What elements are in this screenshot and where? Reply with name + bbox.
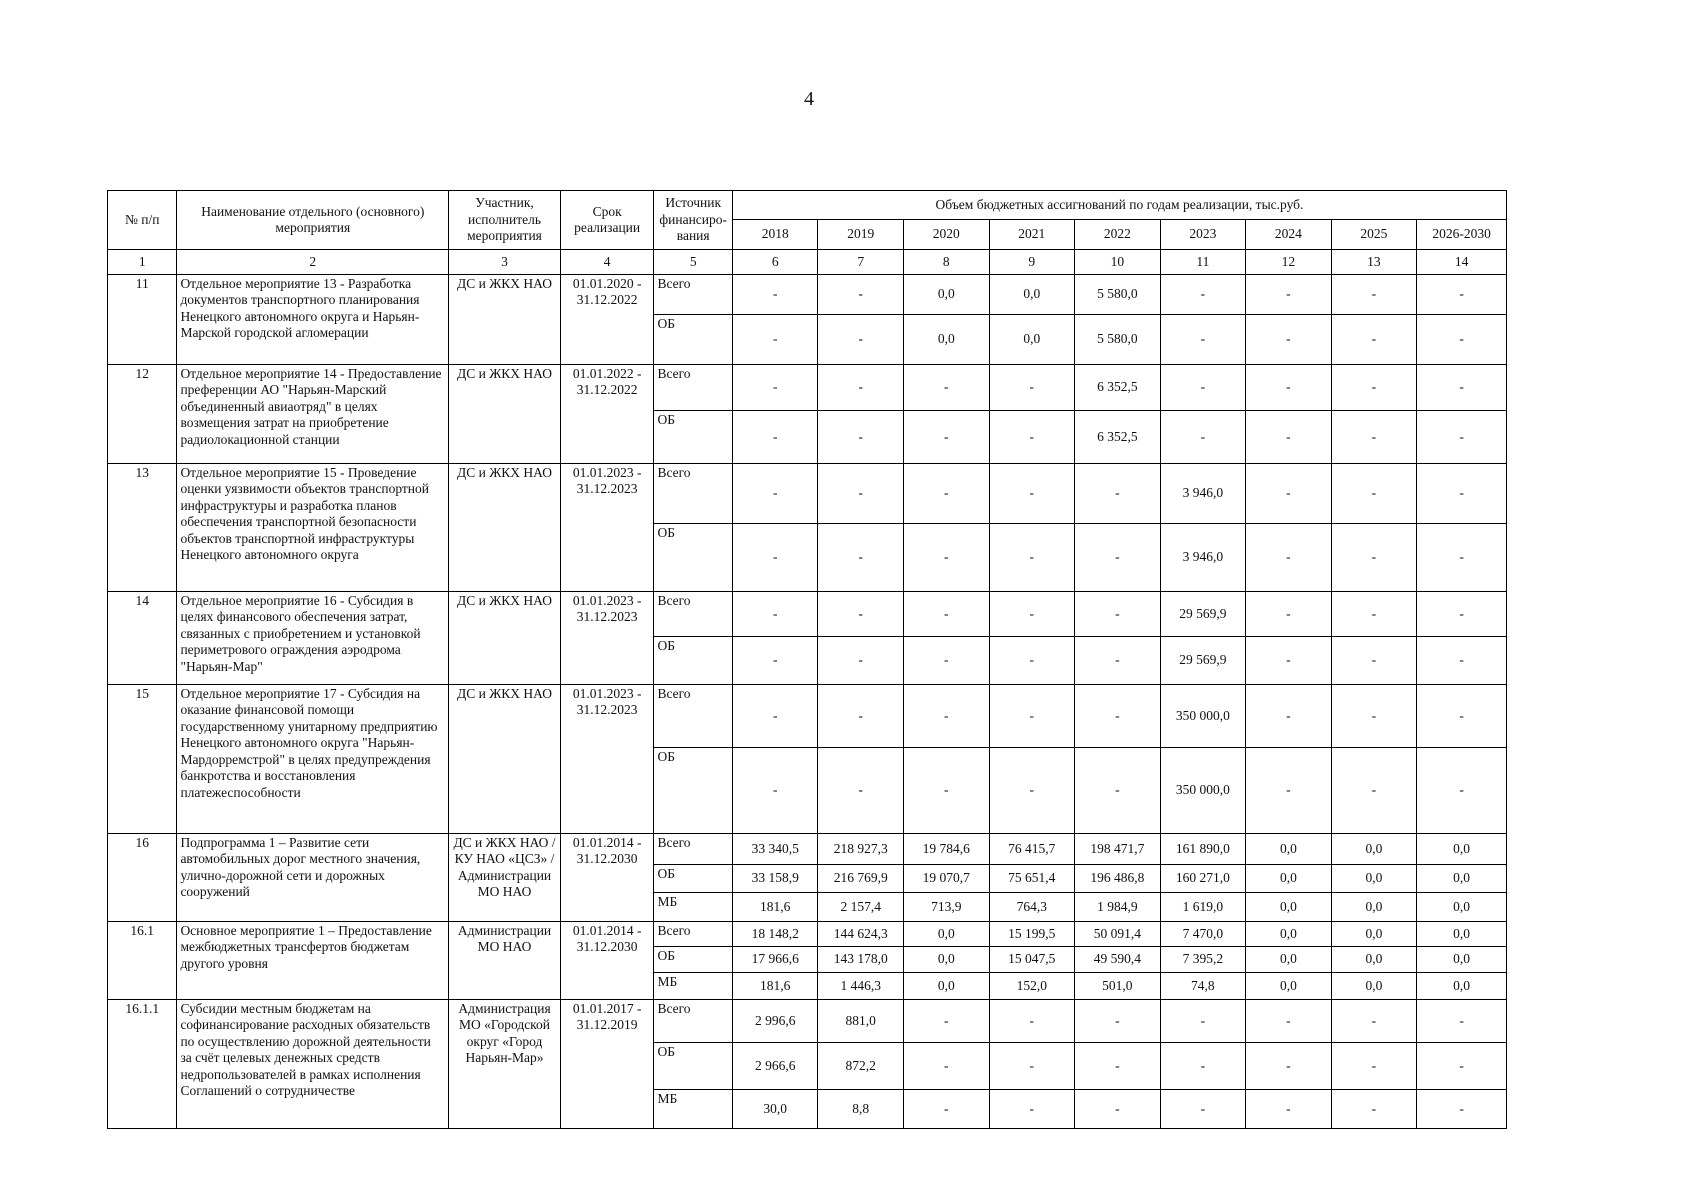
budget-value: 0,0	[1417, 865, 1507, 893]
activity-name: Субсидии местным бюджетам на софинансирование расходных обязательств по осуществлению дорожной деятельности за счёт целевых денежных средств недропользователей в рамках исполнения Соглашений о сотрудничестве	[177, 1000, 449, 1129]
budget-value: -	[1075, 685, 1161, 748]
budget-value: 0,0	[1246, 922, 1332, 947]
budget-value: 3 946,0	[1160, 524, 1246, 592]
budget-value: -	[989, 748, 1075, 834]
funding-source: МБ	[654, 973, 732, 1000]
term: 01.01.2023 - 31.12.2023	[560, 685, 654, 834]
budget-value: 161 890,0	[1160, 834, 1246, 865]
budget-value: -	[818, 748, 904, 834]
column-number: 1	[108, 250, 177, 275]
funding-source: Всего	[654, 834, 732, 865]
column-number: 14	[1417, 250, 1507, 275]
budget-value: -	[1417, 1000, 1507, 1043]
table-row	[108, 834, 1507, 865]
table-body	[108, 250, 1507, 1129]
table-row	[108, 275, 1507, 315]
budget-value: 0,0	[904, 315, 990, 365]
column-number: 8	[904, 250, 990, 275]
budget-value: -	[732, 275, 818, 315]
budget-value: 1 619,0	[1160, 893, 1246, 922]
header-year: 2021	[989, 220, 1075, 250]
budget-value: -	[1246, 1043, 1332, 1090]
budget-value: -	[1417, 365, 1507, 411]
budget-value: -	[1331, 524, 1417, 592]
participant: ДС и ЖКХ НАО	[449, 464, 561, 592]
budget-value: -	[1246, 315, 1332, 365]
budget-value: -	[904, 411, 990, 464]
budget-value: 0,0	[904, 973, 990, 1000]
budget-value: -	[818, 365, 904, 411]
budget-value: -	[1331, 637, 1417, 685]
budget-value: -	[904, 365, 990, 411]
budget-value: -	[989, 524, 1075, 592]
table-row	[108, 464, 1507, 524]
budget-value: -	[732, 524, 818, 592]
budget-value: 50 091,4	[1075, 922, 1161, 947]
budget-value: -	[989, 1043, 1075, 1090]
budget-value: 881,0	[818, 1000, 904, 1043]
participant: ДС и ЖКХ НАО	[449, 275, 561, 365]
participant: Администрация МО «Городской округ «Город Нарьян-Мар»	[449, 1000, 561, 1129]
budget-value: -	[1160, 365, 1246, 411]
budget-value: -	[904, 748, 990, 834]
column-number: 13	[1331, 250, 1417, 275]
column-number: 9	[989, 250, 1075, 275]
row-number: 16	[108, 834, 177, 922]
funding-source: Всего	[654, 592, 732, 637]
budget-value: 0,0	[1331, 947, 1417, 973]
column-number: 3	[449, 250, 561, 275]
budget-value: -	[1331, 685, 1417, 748]
budget-value: -	[1246, 685, 1332, 748]
budget-value: 160 271,0	[1160, 865, 1246, 893]
budget-value: -	[989, 685, 1075, 748]
budget-value: 5 580,0	[1075, 275, 1161, 315]
budget-value: 196 486,8	[1075, 865, 1161, 893]
budget-value: 0,0	[1246, 947, 1332, 973]
table-row	[108, 592, 1507, 637]
budget-value: 1 984,9	[1075, 893, 1161, 922]
activity-name: Отдельное мероприятие 15 - Проведение оценки уязвимости объектов транспортной инфраструктуры и разработка планов обеспечения транспортной безопасности объектов транспортной инфраструктуры Ненецкого автономного округа	[177, 464, 449, 592]
budget-value: -	[1246, 464, 1332, 524]
column-number-row	[108, 250, 1507, 275]
budget-value: 0,0	[1417, 973, 1507, 1000]
budget-value: 2 996,6	[732, 1000, 818, 1043]
budget-value: -	[818, 637, 904, 685]
budget-value: -	[818, 592, 904, 637]
budget-value: -	[1160, 275, 1246, 315]
budget-value: 17 966,6	[732, 947, 818, 973]
budget-value: -	[1246, 1090, 1332, 1129]
term: 01.01.2023 - 31.12.2023	[560, 464, 654, 592]
budget-value: -	[1246, 411, 1332, 464]
budget-value: 7 395,2	[1160, 947, 1246, 973]
budget-value: 33 158,9	[732, 865, 818, 893]
budget-value: 3 946,0	[1160, 464, 1246, 524]
column-number: 10	[1075, 250, 1161, 275]
budget-value: -	[818, 524, 904, 592]
participant: ДС и ЖКХ НАО	[449, 592, 561, 685]
funding-source: МБ	[654, 893, 732, 922]
column-number: 2	[177, 250, 449, 275]
budget-value: -	[1417, 1090, 1507, 1129]
budget-value: 19 070,7	[904, 865, 990, 893]
budget-value: 15 199,5	[989, 922, 1075, 947]
budget-value: -	[1331, 315, 1417, 365]
budget-value: -	[1246, 365, 1332, 411]
budget-value: 350 000,0	[1160, 748, 1246, 834]
column-number: 11	[1160, 250, 1246, 275]
participant: ДС и ЖКХ НАО	[449, 365, 561, 464]
budget-value: 181,6	[732, 893, 818, 922]
budget-value: -	[732, 748, 818, 834]
budget-value: 0,0	[1246, 893, 1332, 922]
budget-value: 0,0	[1246, 973, 1332, 1000]
header-year: 2019	[818, 220, 904, 250]
budget-value: -	[1075, 592, 1161, 637]
budget-value: 33 340,5	[732, 834, 818, 865]
participant: ДС и ЖКХ НАО / КУ НАО «ЦСЗ» / Администрации МО НАО	[449, 834, 561, 922]
budget-value: 2 966,6	[732, 1043, 818, 1090]
row-number: 16.1	[108, 922, 177, 1000]
budget-value: 6 352,5	[1075, 365, 1161, 411]
budget-value: -	[904, 592, 990, 637]
budget-value: -	[1417, 1043, 1507, 1090]
budget-value: -	[732, 365, 818, 411]
funding-source: ОБ	[654, 524, 732, 592]
budget-value: -	[1331, 1043, 1417, 1090]
budget-value: -	[1075, 524, 1161, 592]
budget-value: 0,0	[1246, 834, 1332, 865]
funding-source: Всего	[654, 275, 732, 315]
budget-value: 0,0	[904, 275, 990, 315]
budget-value: 872,2	[818, 1043, 904, 1090]
table-row	[108, 1000, 1507, 1043]
budget-value: 2 157,4	[818, 893, 904, 922]
header-participant: Участник, исполнитель мероприятия	[449, 191, 561, 250]
activity-name: Отдельное мероприятие 14 - Предоставление преференции АО "Нарьян-Марский объединенный авиаотряд" в целях возмещения затрат на приобретение радиолокационной станции	[177, 365, 449, 464]
budget-value: -	[1331, 411, 1417, 464]
term: 01.01.2022 - 31.12.2022	[560, 365, 654, 464]
row-number: 12	[108, 365, 177, 464]
budget-value: 49 590,4	[1075, 947, 1161, 973]
budget-value: -	[732, 411, 818, 464]
budget-value: 181,6	[732, 973, 818, 1000]
row-number: 16.1.1	[108, 1000, 177, 1129]
budget-value: 218 927,3	[818, 834, 904, 865]
budget-value: -	[1246, 637, 1332, 685]
budget-value: -	[732, 464, 818, 524]
budget-value: -	[989, 637, 1075, 685]
budget-value: 19 784,6	[904, 834, 990, 865]
budget-value: -	[1246, 592, 1332, 637]
budget-value: -	[1246, 1000, 1332, 1043]
budget-value: 0,0	[989, 275, 1075, 315]
funding-source: ОБ	[654, 947, 732, 973]
budget-value: -	[1331, 464, 1417, 524]
budget-value: -	[989, 1000, 1075, 1043]
budget-value: -	[989, 592, 1075, 637]
row-number: 13	[108, 464, 177, 592]
budget-value: -	[1331, 592, 1417, 637]
budget-value: 76 415,7	[989, 834, 1075, 865]
budget-table	[107, 190, 1507, 1129]
budget-value: -	[904, 637, 990, 685]
budget-value: -	[1417, 592, 1507, 637]
budget-value: -	[818, 464, 904, 524]
budget-value: 18 148,2	[732, 922, 818, 947]
budget-value: 198 471,7	[1075, 834, 1161, 865]
budget-value: -	[1160, 411, 1246, 464]
budget-value: 0,0	[1417, 893, 1507, 922]
funding-source: ОБ	[654, 315, 732, 365]
budget-value: -	[1417, 685, 1507, 748]
column-number: 6	[732, 250, 818, 275]
budget-value: -	[904, 1090, 990, 1129]
budget-value: 0,0	[904, 947, 990, 973]
budget-value: -	[818, 685, 904, 748]
row-number: 15	[108, 685, 177, 834]
term: 01.01.2014 - 31.12.2030	[560, 922, 654, 1000]
budget-value: -	[989, 365, 1075, 411]
budget-value: -	[1160, 1090, 1246, 1129]
budget-value: 0,0	[1417, 834, 1507, 865]
table-row	[108, 685, 1507, 748]
budget-value: 74,8	[1160, 973, 1246, 1000]
funding-source: Всего	[654, 922, 732, 947]
header-year: 2024	[1246, 220, 1332, 250]
budget-value: 216 769,9	[818, 865, 904, 893]
funding-source: ОБ	[654, 748, 732, 834]
header-num: № п/п	[108, 191, 177, 250]
budget-value: 5 580,0	[1075, 315, 1161, 365]
budget-value: -	[904, 464, 990, 524]
funding-source: Всего	[654, 464, 732, 524]
participant: Администрации МО НАО	[449, 922, 561, 1000]
budget-value: 713,9	[904, 893, 990, 922]
participant: ДС и ЖКХ НАО	[449, 685, 561, 834]
header-year: 2022	[1075, 220, 1161, 250]
activity-name: Подпрограмма 1 – Развитие сети автомобильных дорог местного значения, улично-дорожной сети и дорожных сооружений	[177, 834, 449, 922]
budget-value: -	[818, 275, 904, 315]
budget-value: 29 569,9	[1160, 637, 1246, 685]
funding-source: ОБ	[654, 411, 732, 464]
budget-value: 6 352,5	[1075, 411, 1161, 464]
budget-value: 0,0	[989, 315, 1075, 365]
budget-value: 30,0	[732, 1090, 818, 1129]
budget-value: 0,0	[1331, 922, 1417, 947]
activity-name: Отдельное мероприятие 17 - Субсидия на оказание финансовой помощи государственному унитарному предприятию Ненецкого автономного округа "Нарьян-Мардорремстрой" в целях предупреждения банкротства и восстановления платежеспособности	[177, 685, 449, 834]
budget-value: 8,8	[818, 1090, 904, 1129]
budget-value: 0,0	[904, 922, 990, 947]
budget-value: -	[904, 1043, 990, 1090]
budget-value: 29 569,9	[1160, 592, 1246, 637]
budget-value: -	[732, 592, 818, 637]
budget-value: -	[1075, 637, 1161, 685]
budget-value: -	[1331, 748, 1417, 834]
funding-source: Всего	[654, 1000, 732, 1043]
budget-value: 0,0	[1331, 834, 1417, 865]
budget-value: -	[732, 685, 818, 748]
budget-value: -	[1075, 1043, 1161, 1090]
budget-value: -	[1160, 315, 1246, 365]
table-row	[108, 922, 1507, 947]
budget-value: 7 470,0	[1160, 922, 1246, 947]
budget-value: 0,0	[1331, 865, 1417, 893]
row-number: 14	[108, 592, 177, 685]
column-number: 4	[560, 250, 654, 275]
header-name: Наименование отдельного (основного) мероприятия	[177, 191, 449, 250]
row-number: 11	[108, 275, 177, 365]
budget-value: -	[732, 637, 818, 685]
budget-value: 0,0	[1417, 922, 1507, 947]
budget-value: -	[989, 411, 1075, 464]
budget-value: -	[1075, 748, 1161, 834]
budget-value: -	[1246, 524, 1332, 592]
header-year: 2020	[904, 220, 990, 250]
page-number: 4	[804, 88, 814, 110]
budget-value: 143 178,0	[818, 947, 904, 973]
budget-value: -	[989, 1090, 1075, 1129]
activity-name: Основное мероприятие 1 – Предоставление межбюджетных трансфертов бюджетам другого уровня	[177, 922, 449, 1000]
header-source: Источник финансиро-вания	[654, 191, 732, 250]
budget-value: -	[1160, 1000, 1246, 1043]
budget-value: -	[1417, 411, 1507, 464]
funding-source: ОБ	[654, 637, 732, 685]
budget-value: 1 446,3	[818, 973, 904, 1000]
budget-value: 350 000,0	[1160, 685, 1246, 748]
budget-value: -	[1075, 464, 1161, 524]
budget-value: -	[904, 1000, 990, 1043]
header-year: 2025	[1331, 220, 1417, 250]
term: 01.01.2017 - 31.12.2019	[560, 1000, 654, 1129]
funding-source: ОБ	[654, 865, 732, 893]
budget-value: -	[1417, 524, 1507, 592]
funding-source: ОБ	[654, 1043, 732, 1090]
budget-value: -	[1417, 748, 1507, 834]
budget-value: -	[1331, 365, 1417, 411]
budget-value: -	[1075, 1000, 1161, 1043]
budget-value: 144 624,3	[818, 922, 904, 947]
budget-value: 501,0	[1075, 973, 1161, 1000]
budget-value: -	[1417, 637, 1507, 685]
budget-value: -	[818, 315, 904, 365]
budget-value: -	[1331, 1000, 1417, 1043]
column-number: 7	[818, 250, 904, 275]
budget-value: -	[904, 685, 990, 748]
budget-value: -	[1417, 315, 1507, 365]
term: 01.01.2023 - 31.12.2023	[560, 592, 654, 685]
budget-value: 15 047,5	[989, 947, 1075, 973]
activity-name: Отдельное мероприятие 13 - Разработка документов транспортного планирования Ненецкого автономного округа и Нарьян-Марской городской агломерации	[177, 275, 449, 365]
budget-value: -	[1331, 1090, 1417, 1129]
budget-value: -	[1417, 464, 1507, 524]
header-year: 2023	[1160, 220, 1246, 250]
header-year: 2026-2030	[1417, 220, 1507, 250]
budget-value: -	[1417, 275, 1507, 315]
header-budget: Объем бюджетных ассигнований по годам реализации, тыс.руб.	[732, 191, 1506, 220]
budget-value: -	[818, 411, 904, 464]
column-number: 12	[1246, 250, 1332, 275]
budget-value: -	[1246, 748, 1332, 834]
header-year: 2018	[732, 220, 818, 250]
budget-value: -	[1160, 1043, 1246, 1090]
activity-name: Отдельное мероприятие 16 - Субсидия в целях финансового обеспечения затрат, связанных с приобретением и установкой периметрового ограждения аэродрома "Нарьян-Мар"	[177, 592, 449, 685]
funding-source: Всего	[654, 365, 732, 411]
budget-value: 0,0	[1331, 893, 1417, 922]
budget-value: -	[1331, 275, 1417, 315]
budget-value: -	[732, 315, 818, 365]
budget-value: 152,0	[989, 973, 1075, 1000]
column-number: 5	[654, 250, 732, 275]
budget-value: -	[1246, 275, 1332, 315]
budget-value: -	[1075, 1090, 1161, 1129]
budget-value: -	[989, 464, 1075, 524]
table-row	[108, 365, 1507, 411]
term: 01.01.2020 - 31.12.2022	[560, 275, 654, 365]
funding-source: МБ	[654, 1090, 732, 1129]
budget-value: 764,3	[989, 893, 1075, 922]
budget-value: 0,0	[1331, 973, 1417, 1000]
header-term: Срок реализации	[560, 191, 654, 250]
budget-value: -	[904, 524, 990, 592]
budget-value: 75 651,4	[989, 865, 1075, 893]
budget-value: 0,0	[1246, 865, 1332, 893]
term: 01.01.2014 - 31.12.2030	[560, 834, 654, 922]
funding-source: Всего	[654, 685, 732, 748]
budget-value: 0,0	[1417, 947, 1507, 973]
